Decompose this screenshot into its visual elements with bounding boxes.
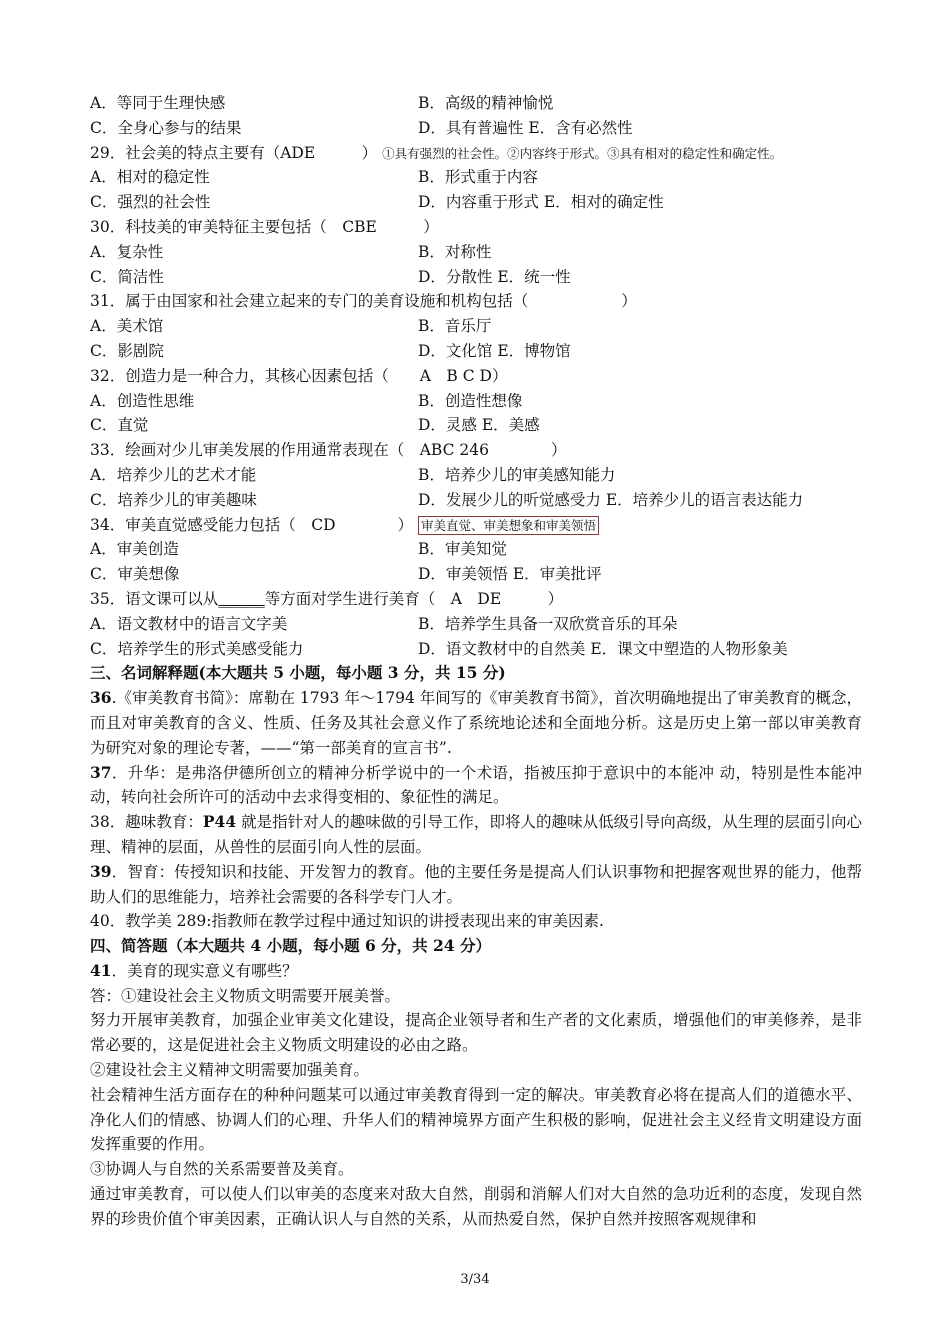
option-row bbox=[90, 389, 862, 414]
option-b: B．审美知觉 bbox=[418, 540, 507, 559]
term-40 bbox=[90, 909, 862, 934]
option-c: C．直觉 bbox=[90, 416, 149, 435]
option-b: B．形式重于内容 bbox=[418, 168, 538, 187]
question-number: 37 bbox=[90, 762, 112, 782]
option-b: B．创造性想像 bbox=[418, 391, 523, 410]
term-37 bbox=[90, 761, 862, 811]
option-row bbox=[90, 265, 862, 290]
option-b: B．培养学生具备一双欣赏音乐的耳朵 bbox=[418, 614, 678, 633]
option-a: A．等同于生理快感 bbox=[90, 94, 226, 112]
question-number: 41 bbox=[90, 960, 112, 980]
option-d: D．发展少儿的听觉感受力 E．培养少儿的语言表达能力 bbox=[418, 490, 804, 509]
question-35-stem bbox=[90, 587, 862, 612]
option-c: C．影剧院 bbox=[90, 341, 164, 360]
option-b: B．对称性 bbox=[418, 242, 492, 261]
question-stem: 33．绘画对少儿审美发展的作用通常表现在（ ABC 246 ） bbox=[90, 441, 567, 460]
term-text: ．升华：是弗洛伊德所创立的精神分析学说中的一个术语，指被压抑于意识中的本能冲 动，特别是性本能冲动，转向社会所许可的活动中去求得变相的、象征性的满足。 bbox=[90, 763, 862, 807]
option-row bbox=[90, 165, 862, 190]
fill-blank: ______ bbox=[218, 589, 265, 608]
option-c: C．培养少儿的审美趣味 bbox=[90, 490, 257, 509]
question-31-stem bbox=[90, 289, 862, 314]
question-32-stem bbox=[90, 364, 862, 389]
option-c: C．强烈的社会性 bbox=[90, 193, 211, 212]
option-d: D．具有普遍性 E．含有必然性 bbox=[418, 118, 633, 137]
option-row bbox=[90, 339, 862, 364]
option-row bbox=[90, 537, 862, 562]
question-34-stem bbox=[90, 513, 862, 538]
term-text: ．智育：传授知识和技能、开发智力的教育。他的主要任务是提高人们认识事物和把握客观世界的能力，他帮助人们的思维能力，培养社会需要的各科学专门人才。 bbox=[90, 862, 862, 906]
option-c: C．培养学生的形式美感受能力 bbox=[90, 639, 304, 658]
answer-paragraph: ③协调人与自然的关系需要普及美育。 bbox=[90, 1160, 354, 1179]
option-d: D．审美领悟 E．审美批评 bbox=[418, 565, 602, 584]
option-b: B．高级的精神愉悦 bbox=[418, 94, 554, 112]
option-row bbox=[90, 637, 862, 662]
question-stem: 31．属于由国家和社会建立起来的专门的美育设施和机构包括（ ） bbox=[90, 292, 637, 311]
option-row bbox=[90, 562, 862, 587]
option-c: C．审美想像 bbox=[90, 565, 180, 584]
question-stem: 30．科技美的审美特征主要包括（ CBE ） bbox=[90, 217, 439, 236]
option-d: D．内容重于形式 E．相对的确定性 bbox=[418, 193, 664, 212]
option-row bbox=[90, 488, 862, 513]
question-stem: 34．审美直觉感受能力包括（ CD ） bbox=[90, 515, 414, 534]
option-d: D．语文教材中的自然美 E．课文中塑造的人物形象美 bbox=[418, 639, 788, 658]
option-a: A．语文教材中的语言文字美 bbox=[90, 614, 288, 633]
page-content bbox=[90, 91, 862, 1232]
option-a: A．复杂性 bbox=[90, 242, 164, 261]
answer-paragraph: 努力开展审美教育，加强企业审美文化建设，提高企业领导者和生产者的文化素质，增强他们的审美修养，是非常必要的，这是促进社会主义物质文明建设的必由之路。 bbox=[90, 1011, 862, 1055]
question-29-stem bbox=[90, 141, 862, 166]
answer-note-box: 审美直觉、审美想象和审美领悟 bbox=[418, 516, 599, 535]
question-stem: 32．创造力是一种合力，其核心因素包括（ A B C D） bbox=[90, 366, 508, 385]
option-row bbox=[90, 314, 862, 339]
question-30-stem bbox=[90, 215, 862, 240]
question-stem: ．美育的现实意义有哪些？ bbox=[111, 961, 298, 980]
question-stem-pre: 35．语文课可以从 bbox=[90, 589, 219, 608]
answer-note: ①具有强烈的社会性。②内容终于形式。③具有相对的稳定性和确定性。 bbox=[382, 145, 783, 161]
question-stem: 29．社会美的特点主要有（ADE ） bbox=[90, 143, 378, 162]
term-38 bbox=[90, 810, 862, 860]
question-33-stem bbox=[90, 438, 862, 463]
option-b: B．音乐厅 bbox=[418, 317, 492, 336]
page-number: 3/34 bbox=[460, 1272, 490, 1287]
question-number: 39 bbox=[90, 861, 112, 881]
answer-paragraph: 通过审美教育，可以使人们以审美的态度来对敌大自然，削弱和消解人们对大自然的急功近利的态度，发现自然界的珍贵价值个审美因素，正确认识人与自然的关系，从而热爱自然，保护自然并按照客观规律和 bbox=[90, 1185, 862, 1228]
question-41-stem bbox=[90, 959, 862, 984]
option-row bbox=[90, 463, 862, 488]
section-heading-4: 四、简答题（本大题共 4 小题，每小题 6 分，共 24 分） bbox=[90, 936, 492, 956]
term-39 bbox=[90, 860, 862, 910]
term-36 bbox=[90, 686, 862, 760]
option-a: A．美术馆 bbox=[90, 317, 164, 336]
option-a: A．相对的稳定性 bbox=[90, 168, 210, 187]
option-b: B．培养少儿的审美感知能力 bbox=[418, 465, 616, 484]
section-heading-3: 三、名词解释题(本大题共 5 小题，每小题 3 分，共 15 分) bbox=[90, 663, 506, 683]
option-row bbox=[90, 116, 862, 141]
option-d: D．分散性 E．统一性 bbox=[418, 267, 571, 286]
term-text: 就是指针对人的趣味做的引导工作，即将人的趣味从低级引导向高级，从生理的层面引向心理、精神的层面，从兽性的层面引向人性的层面。 bbox=[90, 813, 862, 856]
answer-paragraph: 社会精神生活方面存在的种种问题某可以通过审美教育得到一定的解决。审美教育必将在提高人们的道德水平、净化人们的情感、协调人们的心理、升华人们的精神境界方面产生积极的影响，促进社会主义经肯文明建设方面发挥重要的作用。 bbox=[90, 1085, 862, 1154]
option-row bbox=[90, 240, 862, 265]
page-ref: P44 bbox=[202, 812, 237, 832]
answer-paragraph: 答：①建设社会主义物质文明需要开展美誉。 bbox=[90, 986, 401, 1005]
term-text: 40．教学美 289:指教师在教学过程中通过知识的讲授表现出来的审美因素. bbox=[90, 912, 604, 931]
option-row bbox=[90, 91, 862, 116]
option-a: A．培养少儿的艺术才能 bbox=[90, 465, 257, 484]
option-row bbox=[90, 190, 862, 215]
option-d: D．文化馆 E．博物馆 bbox=[418, 341, 571, 360]
option-a: A．审美创造 bbox=[90, 540, 179, 559]
question-stem-post: 等方面对学生进行美育（ A DE ） bbox=[264, 589, 564, 608]
option-c: C．简洁性 bbox=[90, 267, 164, 286]
answer-paragraph: ②建设社会主义精神文明需要加强美育。 bbox=[90, 1061, 370, 1080]
term-text: .《审美教育书简》：席勒在 1793 年～1794 年间写的《审美教育书简》，首次明确地提出了审美教育的概念，而且对审美教育的含义、性质、任务及其社会意义作了系统地论述和全面地分析。这是历史上第一部以审美教育为研究对象的理论专著，——“第一部美育的宣言书”. bbox=[90, 689, 862, 757]
option-row bbox=[90, 612, 862, 637]
option-c: C．全身心参与的结果 bbox=[90, 118, 242, 137]
option-a: A．创造性思维 bbox=[90, 391, 195, 410]
question-number: 36 bbox=[90, 688, 112, 708]
option-d: D．灵感 E．美感 bbox=[418, 416, 540, 435]
term-label: 38．趣味教育： bbox=[90, 813, 203, 832]
option-row bbox=[90, 413, 862, 438]
